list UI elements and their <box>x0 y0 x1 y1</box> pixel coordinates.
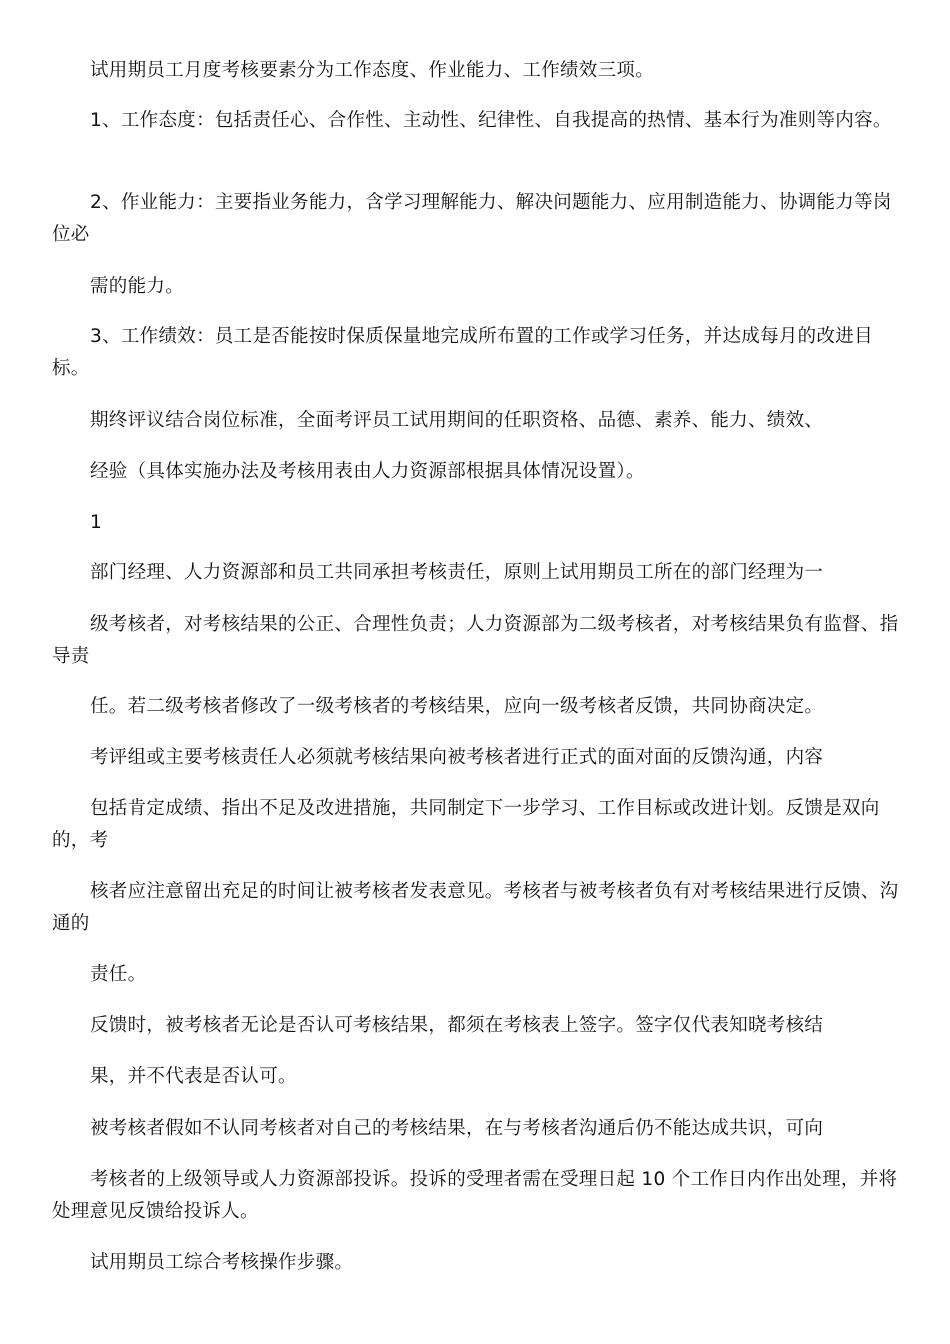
page-number: 1 <box>90 512 103 533</box>
paragraph-7: 经验（具体实施办法及考核用表由人力资源部根据具体情况设置）。 <box>90 461 645 482</box>
paragraph-4: 需的能力。 <box>90 276 185 297</box>
paragraph-1: 试用期员工月度考核要素分为工作态度、作业能力、工作绩效三项。 <box>90 60 655 81</box>
paragraph-5: 3、工作绩效：员工是否能按时保质保量地完成所布置的工作或学习任务，并达成每月的改进目标。 <box>52 326 873 379</box>
paragraph-18: 考核者的上级领导或人力资源部投诉。投诉的受理者需在受理日起 10 个工作日内作出处理，并将处理意见反馈给投诉人。 <box>52 1169 898 1222</box>
paragraph-16: 果，并不代表是否认可。 <box>90 1066 297 1087</box>
paragraph-10: 任。若二级考核者修改了一级考核者的考核结果，应向一级考核者反馈，共同协商决定。 <box>90 696 824 717</box>
paragraph-2: 1、工作态度：包括责任心、合作性、主动性、纪律性、自我提高的热情、基本行为准则等内容。 <box>90 110 892 131</box>
paragraph-8: 部门经理、人力资源部和员工共同承担考核责任，原则上试用期员工所在的部门经理为一 <box>90 562 824 583</box>
paragraph-15: 反馈时，被考核者无论是否认可考核结果，都须在考核表上签字。签字仅代表知晓考核结 <box>90 1015 824 1036</box>
paragraph-9: 级考核者，对考核结果的公正、合理性负责；人力资源部为二级考核者，对考核结果负有监督、指导责 <box>52 614 899 667</box>
paragraph-11: 考评组或主要考核责任人必须就考核结果向被考核者进行正式的面对面的反馈沟通，内容 <box>90 747 824 768</box>
paragraph-13: 核者应注意留出充足的时间让被考核者发表意见。考核者与被考核者负有对考核结果进行反馈、沟通的 <box>52 881 899 934</box>
paragraph-14: 责任。 <box>90 964 147 985</box>
paragraph-3: 2、作业能力：主要指业务能力，含学习理解能力、解决问题能力、应用制造能力、协调能力等岗位必 <box>52 192 892 245</box>
paragraph-17: 被考核者假如不认同考核者对自己的考核结果，在与考核者沟通后仍不能达成共识，可向 <box>90 1118 824 1139</box>
paragraph-6: 期终评议结合岗位标准，全面考评员工试用期间的任职资格、品德、素养、能力、绩效、 <box>90 410 824 431</box>
paragraph-12: 包括肯定成绩、指出不足及改进措施，共同制定下一步学习、工作目标或改进计划。反馈是双向的，考 <box>52 798 880 851</box>
paragraph-19: 试用期员工综合考核操作步骤。 <box>90 1252 354 1273</box>
